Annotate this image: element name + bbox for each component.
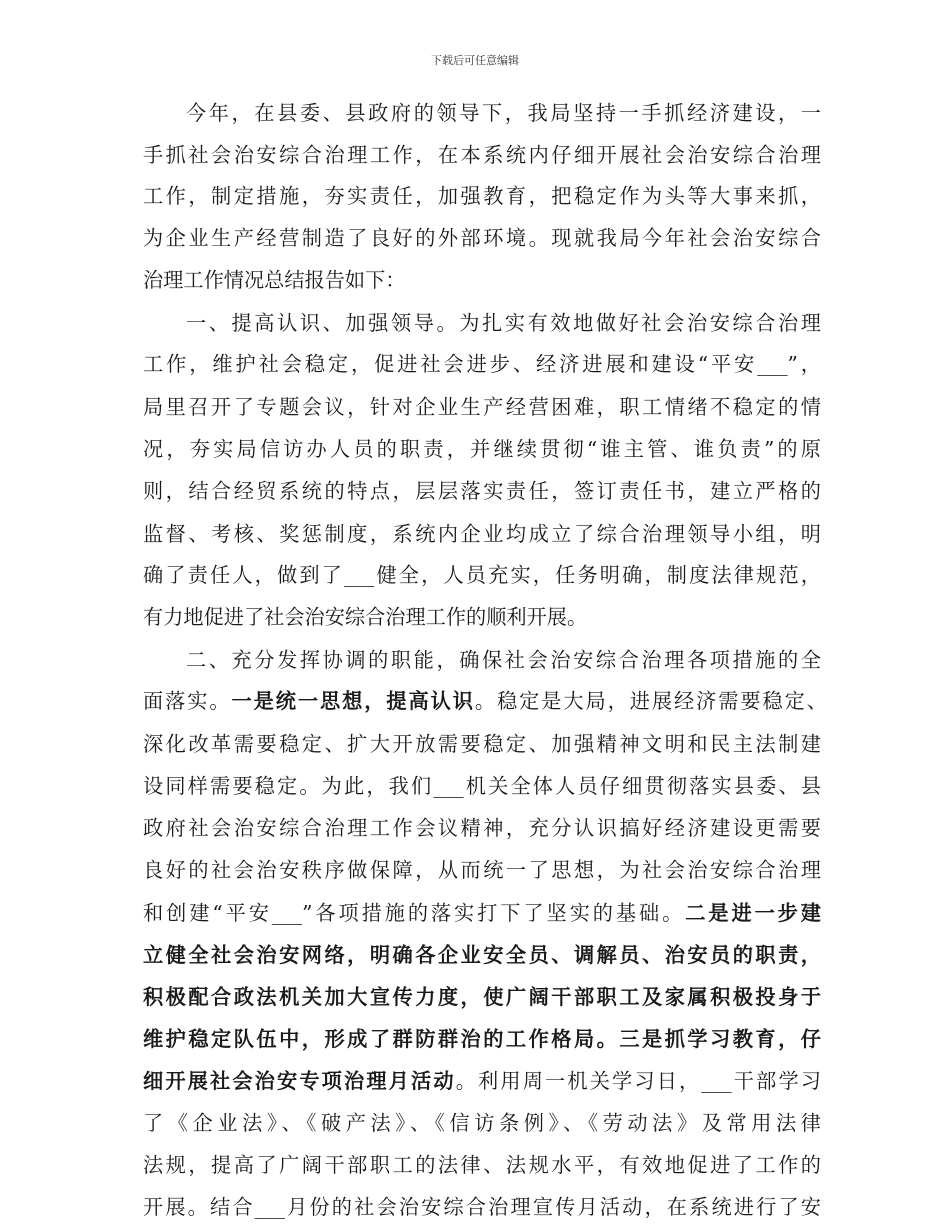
text-line xyxy=(143,1108,821,1138)
text-line xyxy=(143,181,821,211)
text-segment: 监督、考核、奖惩制度，系统内企业均成立了综合治理领导小组，明 xyxy=(143,522,821,546)
text-line xyxy=(143,223,821,253)
text-line xyxy=(143,602,587,632)
text-segment: 工作，制定措施，夯实责任，加强教育，把稳定作为头等大事来抓， xyxy=(143,184,821,208)
bold-text-segment: 立健全社会治安网络，明确各企业安全员、调解员、治安员的职责， xyxy=(143,943,821,967)
text-line xyxy=(143,898,821,928)
text-segment: 工作，维护社会稳定，促进社会进步、经济进展和建设“平安___”， xyxy=(143,352,821,376)
text-segment: 治理工作情况总结报告如下： xyxy=(143,268,406,292)
text-segment: 则，结合经贸系统的特点，层层落实责任，签订责任书，建立严格的 xyxy=(143,479,821,503)
text-line xyxy=(143,771,821,801)
text-line xyxy=(186,98,821,128)
text-line xyxy=(143,1024,821,1054)
text-line xyxy=(143,940,821,970)
text-segment: 面落实。 xyxy=(143,689,232,713)
text-line xyxy=(143,476,821,506)
text-segment: 开展。结合___月份的社会治安综合治理宣传月活动，在系统进行了安 xyxy=(143,1195,821,1219)
text-line xyxy=(143,392,821,422)
text-line xyxy=(143,434,821,464)
text-line xyxy=(143,560,821,590)
text-segment: 设同样需要稳定。为此，我们___机关全体人员仔细贯彻落实县委、县 xyxy=(143,774,821,798)
text-segment: 法规，提高了广阔干部职工的法律、法规水平，有效地促进了工作的 xyxy=(143,1153,821,1177)
text-segment: 有力地促进了社会治安综合治理工作的顺利开展。 xyxy=(143,605,588,629)
text-line xyxy=(143,519,821,549)
text-line xyxy=(143,265,405,295)
text-segment: 况，夯实局信访办人员的职责，并继续贯彻“谁主管、谁负责”的原 xyxy=(143,437,821,461)
text-segment: 手抓社会治安综合治理工作，在本系统内仔细开展社会治安综合治理 xyxy=(143,143,821,167)
text-line xyxy=(186,308,821,338)
text-segment: 。稳定是大局，进展经济需要稳定、 xyxy=(474,689,827,713)
text-line xyxy=(143,855,821,885)
text-segment: 良好的社会治安秩序做保障，从而统一了思想，为社会治安综合治理 xyxy=(143,858,821,882)
bold-text-segment: 维护稳定队伍中，形成了群防群治的工作格局。三是抓学习教育，仔 xyxy=(143,1027,821,1051)
text-segment: 了《企业法》、《破产法》、《信访条例》、《劳动法》及常用法律 xyxy=(143,1111,821,1135)
text-line xyxy=(143,1192,821,1222)
text-segment: 。利用周一机关学习日，___干部学习 xyxy=(455,1069,821,1093)
bold-text-segment: 细开展社会治安专项治理月活动 xyxy=(143,1069,456,1093)
text-segment: 深化改革需要稳定、扩大开放需要稳定、加强精神文明和民主法制建 xyxy=(143,732,821,756)
text-segment: 和创建“平安___”各项措施的落实打下了坚实的基础。 xyxy=(143,901,686,925)
bold-text-segment: 二是进一步建 xyxy=(685,901,821,925)
text-line xyxy=(143,982,821,1012)
bold-text-segment: 积极配合政法机关加大宣传力度，使广阔干部职工及家属积极投身于 xyxy=(143,985,821,1009)
text-segment: 一、提高认识、加强领导。为扎实有效地做好社会治安综合治理 xyxy=(186,311,821,335)
text-segment: 二、充分发挥协调的职能，确保社会治安综合治理各项措施的全 xyxy=(186,648,821,672)
text-line xyxy=(143,686,827,716)
text-line xyxy=(186,645,821,675)
text-segment: 政府社会治安综合治理工作会议精神，充分认识搞好经济建设更需要 xyxy=(143,816,821,840)
text-segment: 确了责任人，做到了___健全，人员充实，任务明确，制度法律规范， xyxy=(143,563,821,587)
page-header: 下载后可任意编辑 xyxy=(431,54,519,67)
text-segment: 局里召开了专题会议，针对企业生产经营困难，职工情绪不稳定的情 xyxy=(143,395,821,419)
text-segment: 为企业生产经营制造了良好的外部环境。现就我局今年社会治安综合 xyxy=(143,226,821,250)
text-line xyxy=(143,1066,821,1096)
text-line xyxy=(143,729,821,759)
text-line xyxy=(143,140,821,170)
bold-text-segment: 一是统一思想，提高认识 xyxy=(231,689,475,713)
text-line xyxy=(143,349,821,379)
text-line xyxy=(143,813,821,843)
text-line xyxy=(143,1150,821,1180)
text-segment: 今年，在县委、县政府的领导下，我局坚持一手抓经济建设，一 xyxy=(186,101,821,125)
